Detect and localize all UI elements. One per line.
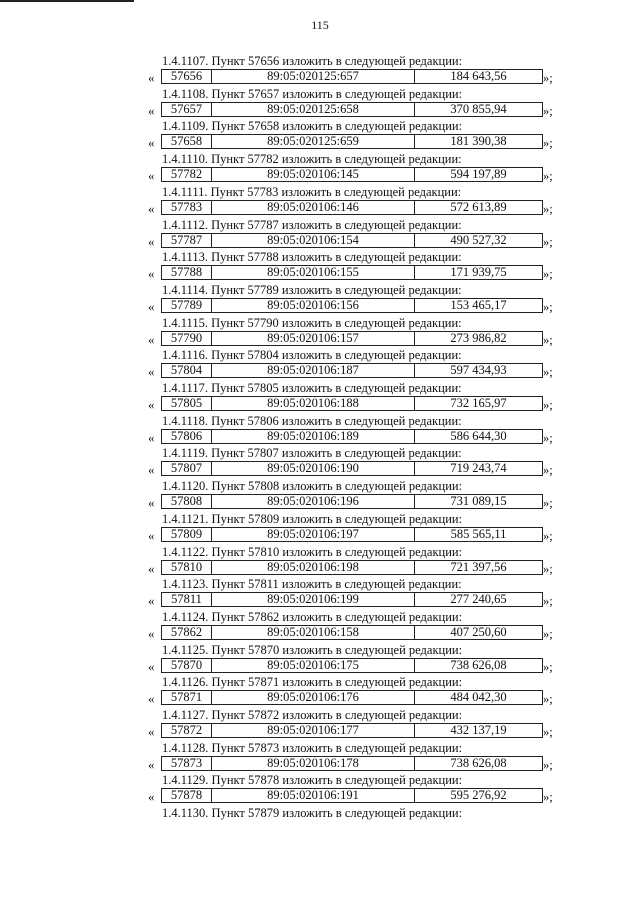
value-cell: 731 089,15 <box>450 494 507 509</box>
quote-open: « <box>148 495 155 511</box>
cadastral-number-cell: 89:05:020106:175 <box>212 659 415 672</box>
quote-open: « <box>148 658 155 674</box>
cadastral-number-cell: 89:05:020106:196 <box>212 495 415 508</box>
amendment-heading: 1.4.1122. Пункт 57810 изложить в следующей редакции: <box>162 544 463 559</box>
value-cell: 181 390,38 <box>450 134 507 149</box>
cadastral-number-cell: 89:05:020106:197 <box>212 528 415 541</box>
quote-open: « <box>148 266 155 282</box>
amendment-heading: 1.4.1114. Пункт 57789 изложить в следующей редакции: <box>162 282 462 297</box>
record-table <box>161 200 543 215</box>
record-table <box>161 363 543 378</box>
point-number-cell: 57782 <box>162 168 212 181</box>
table-row <box>0 625 640 642</box>
value-cell: 585 565,11 <box>450 526 507 541</box>
cadastral-number-cell: 89:05:020125:659 <box>212 135 415 148</box>
quote-open: « <box>148 527 155 543</box>
cadastral-number-cell: 89:05:020106:198 <box>212 561 415 574</box>
point-number-cell: 57804 <box>162 364 212 377</box>
quote-open: « <box>148 331 155 347</box>
quote-open: « <box>148 625 155 641</box>
final-heading: 1.4.1130. Пункт 57879 изложить в следующей редакции: <box>162 806 463 821</box>
value-cell: 273 986,82 <box>450 330 507 345</box>
cadastral-number-cell: 89:05:020125:657 <box>212 70 415 83</box>
quote-open: « <box>148 397 155 412</box>
amendment-heading: 1.4.1116. Пункт 57804 изложить в следующей редакции: <box>162 348 462 363</box>
quote-close: »; <box>543 725 553 739</box>
quote-close: »; <box>543 365 553 380</box>
amendment-heading: 1.4.1118. Пункт 57806 изложить в следующей редакции: <box>162 413 462 428</box>
value-cell: 597 434,93 <box>450 363 507 378</box>
quote-open: « <box>148 135 155 151</box>
amendment-heading: 1.4.1127. Пункт 57872 изложить в следующей редакции: <box>162 708 463 722</box>
quote-close: »; <box>543 790 553 805</box>
quote-open: « <box>148 70 155 85</box>
quote-open: « <box>148 593 155 609</box>
quote-close: »; <box>543 201 553 216</box>
record-table <box>161 527 543 542</box>
record-table <box>161 233 543 248</box>
cadastral-number-cell: 89:05:020106:189 <box>212 430 415 443</box>
quote-open: « <box>148 364 155 380</box>
quote-open: « <box>148 756 155 772</box>
quote-open: « <box>148 724 155 739</box>
table-row <box>0 331 640 348</box>
value-cell: 153 465,17 <box>450 297 507 312</box>
point-number-cell: 57809 <box>162 528 212 541</box>
record-table <box>161 658 543 673</box>
value-cell: 572 613,89 <box>450 199 507 214</box>
record-table <box>161 592 543 607</box>
amendment-heading: 1.4.1109. Пункт 57658 изложить в следующей редакции: <box>162 119 463 134</box>
table-row <box>0 265 640 282</box>
amendment-heading: 1.4.1112. Пункт 57787 изложить в следующей редакции: <box>162 217 462 232</box>
point-number-cell: 57873 <box>162 757 212 770</box>
quote-close: »; <box>543 561 553 576</box>
table-row <box>0 723 640 740</box>
amendment-heading: 1.4.1129. Пункт 57878 изложить в следующей редакции: <box>162 773 463 788</box>
point-number-cell: 57788 <box>162 266 212 279</box>
cadastral-number-cell: 89:05:020106:178 <box>212 757 415 770</box>
point-number-cell: 57811 <box>162 593 212 606</box>
cadastral-number-cell: 89:05:020106:154 <box>212 234 415 247</box>
point-number-cell: 57658 <box>162 135 212 148</box>
table-row <box>0 363 640 380</box>
quote-open: « <box>148 691 155 707</box>
point-number-cell: 57808 <box>162 495 212 508</box>
value-cell: 277 240,65 <box>450 592 507 607</box>
table-row <box>0 102 640 119</box>
value-cell: 738 626,08 <box>450 755 507 770</box>
table-row <box>0 167 640 184</box>
quote-open: « <box>148 789 155 805</box>
record-table <box>161 69 543 84</box>
value-cell: 407 250,60 <box>450 624 507 639</box>
amendment-heading: 1.4.1123. Пункт 57811 изложить в следующей редакции: <box>162 577 462 592</box>
point-number-cell: 57806 <box>162 430 212 443</box>
record-table <box>161 298 543 313</box>
cadastral-number-cell: 89:05:020106:199 <box>212 593 415 606</box>
page-number: 115 <box>311 18 329 32</box>
point-number-cell: 57862 <box>162 626 212 639</box>
table-row <box>0 756 640 773</box>
value-cell: 738 626,08 <box>450 657 507 672</box>
cadastral-number-cell: 89:05:020106:155 <box>212 266 415 279</box>
quote-close: »; <box>543 692 553 707</box>
value-cell: 432 137,19 <box>450 723 507 737</box>
value-cell: 595 276,92 <box>450 788 507 803</box>
point-number-cell: 57871 <box>162 691 212 704</box>
amendment-heading: 1.4.1108. Пункт 57657 изложить в следующей редакции: <box>162 86 463 101</box>
table-row <box>0 396 640 413</box>
record-table <box>161 167 543 182</box>
record-table <box>161 494 543 509</box>
cadastral-number-cell: 89:05:020106:188 <box>212 397 415 410</box>
table-row <box>0 690 640 707</box>
table-row <box>0 233 640 250</box>
record-table <box>161 396 543 411</box>
quote-close: »; <box>543 267 553 282</box>
amendment-heading: 1.4.1119. Пункт 57807 изложить в следующей редакции: <box>162 446 462 461</box>
record-table <box>161 690 543 705</box>
amendment-heading: 1.4.1117. Пункт 57805 изложить в следующей редакции: <box>162 381 462 395</box>
cadastral-number-cell: 89:05:020125:658 <box>212 103 415 116</box>
record-table <box>161 265 543 280</box>
quote-close: »; <box>543 103 553 118</box>
point-number-cell: 57789 <box>162 299 212 312</box>
quote-close: »; <box>543 234 553 249</box>
amendment-heading: 1.4.1126. Пункт 57871 изложить в следующей редакции: <box>162 675 463 690</box>
point-number-cell: 57787 <box>162 234 212 247</box>
quote-close: »; <box>543 528 553 543</box>
value-cell: 484 042,30 <box>450 690 507 705</box>
quote-open: « <box>148 462 155 478</box>
quote-close: »; <box>543 71 553 85</box>
record-table <box>161 756 543 771</box>
point-number-cell: 57657 <box>162 103 212 116</box>
quote-close: »; <box>543 757 553 772</box>
quote-open: « <box>148 298 155 314</box>
point-number-cell: 57790 <box>162 332 212 345</box>
record-table <box>161 723 543 738</box>
amendment-heading: 1.4.1113. Пункт 57788 изложить в следующей редакции: <box>162 250 462 265</box>
point-number-cell: 57807 <box>162 462 212 475</box>
value-cell: 586 644,30 <box>450 428 507 443</box>
table-row <box>0 560 640 577</box>
quote-open: « <box>148 429 155 445</box>
table-row <box>0 494 640 511</box>
value-cell: 719 243,74 <box>450 461 507 476</box>
table-row <box>0 429 640 446</box>
amendment-heading: 1.4.1120. Пункт 57808 изложить в следующей редакции: <box>162 479 463 494</box>
amendment-heading: 1.4.1124. Пункт 57862 изложить в следующей редакции: <box>162 609 463 624</box>
table-row <box>0 592 640 609</box>
quote-close: »; <box>543 659 553 674</box>
cadastral-number-cell: 89:05:020106:190 <box>212 462 415 475</box>
quote-open: « <box>148 560 155 576</box>
quote-close: »; <box>543 626 553 641</box>
quote-close: »; <box>543 299 553 314</box>
table-row <box>0 461 640 478</box>
quote-close: »; <box>543 332 553 347</box>
cadastral-number-cell: 89:05:020106:146 <box>212 201 415 214</box>
amendment-heading: 1.4.1128. Пункт 57873 изложить в следующей редакции: <box>162 740 463 755</box>
value-cell: 184 643,56 <box>450 69 507 83</box>
point-number-cell: 57805 <box>162 397 212 410</box>
quote-open: « <box>148 102 155 118</box>
value-cell: 732 165,97 <box>450 396 507 410</box>
cadastral-number-cell: 89:05:020106:187 <box>212 364 415 377</box>
point-number-cell: 57872 <box>162 724 212 737</box>
table-row <box>0 658 640 675</box>
quote-close: »; <box>543 430 553 445</box>
record-table <box>161 429 543 444</box>
value-cell: 721 397,56 <box>450 559 507 574</box>
record-table <box>161 134 543 149</box>
point-number-cell: 57783 <box>162 201 212 214</box>
amendment-heading: 1.4.1107. Пункт 57656 изложить в следующей редакции: <box>162 54 463 68</box>
cadastral-number-cell: 89:05:020106:191 <box>212 789 415 802</box>
amendment-heading: 1.4.1110. Пункт 57782 изложить в следующей редакции: <box>162 152 462 167</box>
point-number-cell: 57810 <box>162 561 212 574</box>
table-row <box>0 788 640 805</box>
point-number-cell: 57870 <box>162 659 212 672</box>
table-row <box>0 134 640 151</box>
amendment-heading: 1.4.1115. Пункт 57790 изложить в следующей редакции: <box>162 315 462 330</box>
point-number-cell: 57656 <box>162 70 212 83</box>
quote-close: »; <box>543 463 553 478</box>
cadastral-number-cell: 89:05:020106:156 <box>212 299 415 312</box>
cadastral-number-cell: 89:05:020106:176 <box>212 691 415 704</box>
value-cell: 490 527,32 <box>450 232 507 247</box>
record-table <box>161 560 543 575</box>
table-row <box>0 200 640 217</box>
cadastral-number-cell: 89:05:020106:157 <box>212 332 415 345</box>
amendment-heading: 1.4.1121. Пункт 57809 изложить в следующей редакции: <box>162 511 463 526</box>
amendment-heading: 1.4.1125. Пункт 57870 изложить в следующей редакции: <box>162 642 463 657</box>
cadastral-number-cell: 89:05:020106:145 <box>212 168 415 181</box>
quote-close: »; <box>543 169 553 184</box>
record-table <box>161 102 543 117</box>
value-cell: 171 939,75 <box>450 265 507 280</box>
record-table <box>161 625 543 640</box>
amendment-heading: 1.4.1111. Пункт 57783 изложить в следующей редакции: <box>162 184 462 199</box>
quote-open: « <box>148 168 155 184</box>
record-table <box>161 331 543 346</box>
value-cell: 594 197,89 <box>450 167 507 182</box>
record-table <box>161 461 543 476</box>
record-table <box>161 788 543 803</box>
table-row <box>0 527 640 544</box>
cadastral-number-cell: 89:05:020106:158 <box>212 626 415 639</box>
quote-close: »; <box>543 594 553 609</box>
quote-open: « <box>148 233 155 249</box>
value-cell: 370 855,94 <box>450 101 507 116</box>
quote-close: »; <box>543 398 553 412</box>
top-rule <box>0 0 134 2</box>
quote-close: »; <box>543 496 553 511</box>
cadastral-number-cell: 89:05:020106:177 <box>212 724 415 737</box>
point-number-cell: 57878 <box>162 789 212 802</box>
table-row <box>0 69 640 86</box>
quote-close: »; <box>543 136 553 151</box>
quote-open: « <box>148 200 155 216</box>
table-row <box>0 298 640 315</box>
